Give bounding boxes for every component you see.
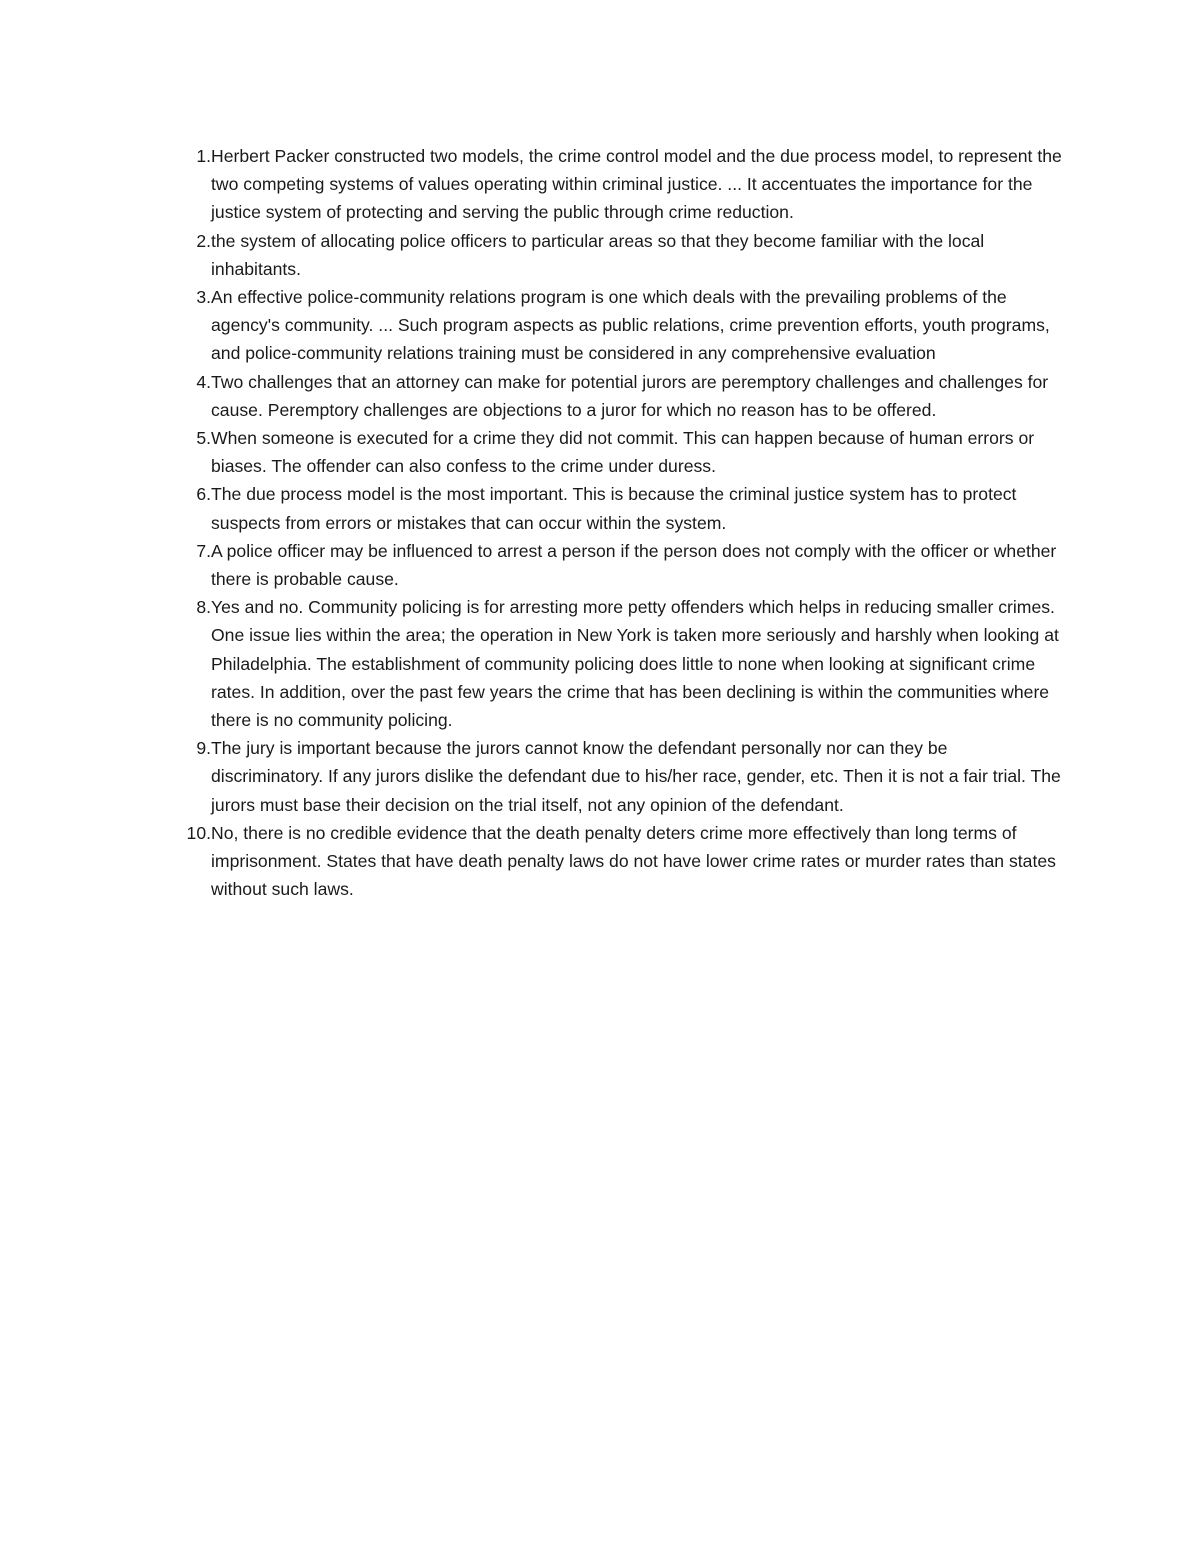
list-item	[150, 227, 1062, 283]
list-item	[150, 368, 1062, 424]
item-text: Two challenges that an attorney can make for potential jurors are peremptory challenges and challenges for cause. Peremptory challenges are objections to a juror for which no reason has to be offered.	[211, 371, 1049, 420]
item-number: 10.	[186, 822, 211, 843]
list-item	[150, 283, 1062, 368]
item-text: A police officer may be influenced to arrest a person if the person does not comply with the officer or whether there is probable cause.	[211, 540, 1057, 590]
item-text: The jury is important because the jurors cannot know the defendant personally nor can they be discriminatory. If any jurors dislike the defendant due to his/her race, gender, etc. Then it is not a fair trial. The jurors must base their decision on the trial itself, not any opinion of the defendant.	[211, 738, 1061, 815]
item-text: An effective police-community relations program is one which deals with the prevailing problems of the agency's community. ... Such program aspects as public relations, crime prevention efforts, youth programs, and police-community relations training must be considered in any comprehensive evaluation	[211, 287, 1050, 364]
list-item	[150, 142, 1062, 227]
list-item	[150, 734, 1062, 819]
list-item	[150, 537, 1062, 593]
item-text: No, there is no credible evidence that the death penalty deters crime more effectively than long terms of imprisonment. States that have death penalty laws do not have lower crime rates or murder rates than states without such laws.	[211, 822, 1056, 900]
item-text: The due process model is the most important. This is because the criminal justice system has to protect suspects from errors or mistakes that can occur within the system.	[211, 484, 1017, 533]
item-number: 1.	[196, 146, 211, 166]
list-item	[150, 819, 1062, 904]
list-item	[150, 424, 1062, 480]
item-text: the system of allocating police officers to particular areas so that they become familiar with the local inhabitants.	[211, 230, 985, 279]
list-item	[150, 593, 1062, 734]
item-number: 6.	[196, 484, 211, 505]
item-text: Herbert Packer constructed two models, the crime control model and the due process model, to represent the two competing systems of values operating within criminal justice. ... It accentuates the importance for the justice system of protecting and serving the public through crime reduction.	[211, 146, 1062, 223]
item-text: Yes and no. Community policing is for arresting more petty offenders which helps in reducing smaller crimes. One issue lies within the area; the operation in New York is taken more seriously and harshly when looking at Philadelphia. The establishment of community policing does little to none when looking at significant crime rates. In addition, over the past few years the crime that has been declining is within the communities where there is no community policing.	[211, 597, 1059, 731]
item-number: 5.	[196, 428, 211, 449]
item-number: 2.	[196, 230, 211, 251]
item-number: 7.	[196, 540, 211, 561]
answer-list	[150, 142, 1062, 903]
list-item	[150, 480, 1062, 536]
item-text: When someone is executed for a crime they did not commit. This can happen because of human errors or biases. The offender can also confess to the crime under duress.	[211, 428, 1035, 477]
item-number: 9.	[196, 738, 211, 759]
item-number: 4.	[196, 371, 211, 392]
item-number: 8.	[196, 597, 211, 618]
item-number: 3.	[196, 287, 211, 308]
